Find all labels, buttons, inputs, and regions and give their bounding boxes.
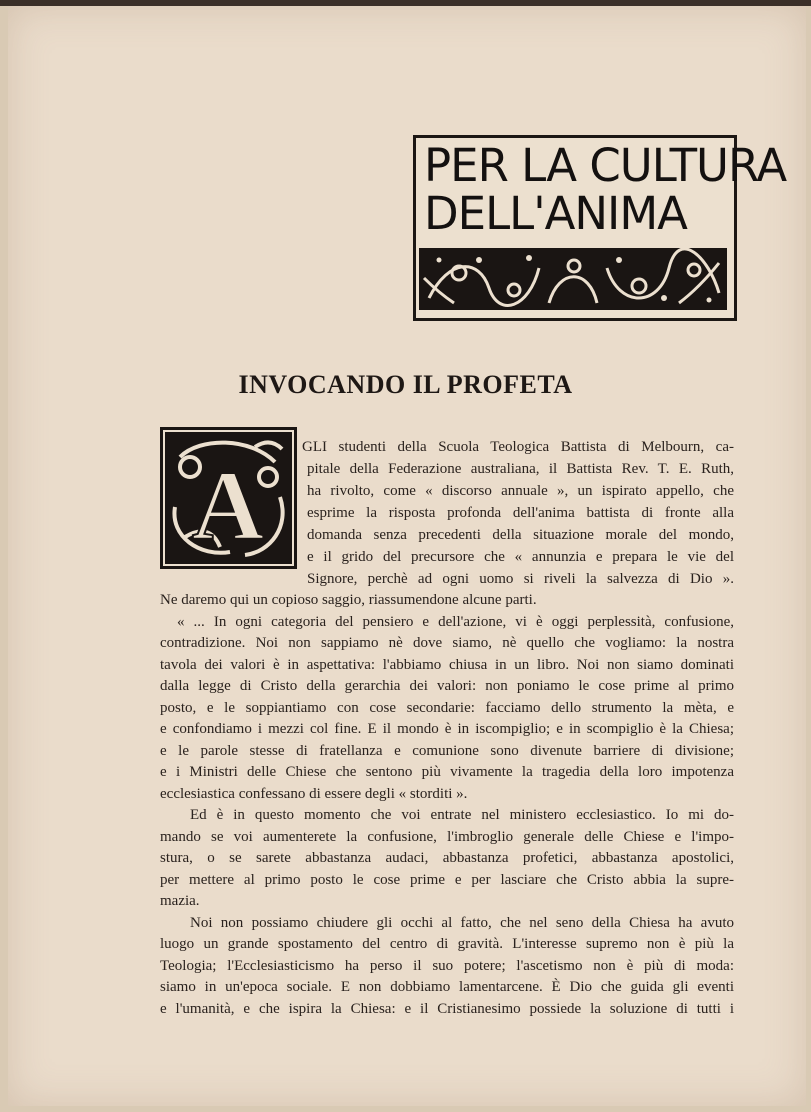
body-line: e il grido del precursore che « annunzia e prepara le vie del bbox=[307, 549, 734, 565]
section-heading-block bbox=[413, 135, 787, 321]
body-line: siamo in un'epoca sociale. E non dobbiamo lamentarcene. È Dio che guida gli eventi bbox=[160, 979, 734, 995]
body-line: Ed è in questo momento che voi entrate nel ministero ecclesiastico. Io mi do- bbox=[190, 807, 734, 823]
body-line: contradizione. Noi non sappiamo nè dove siamo, nè quello che vogliamo: la nostra bbox=[160, 635, 734, 651]
body-line: « ... In ogni categoria del pensiero e dell'azione, vi è oggi perplessità, confusione, bbox=[177, 614, 734, 630]
initial-letter: A bbox=[191, 450, 265, 561]
body-line: pitale della Federazione australiana, il Battista Rev. T. E. Ruth, bbox=[307, 461, 734, 477]
body-line: domanda senza precedenti della situazione morale del mondo, bbox=[307, 527, 734, 543]
body-line: e le parole stesse di fratellanza e comunione sono divenute barriere di divisione; bbox=[160, 743, 734, 759]
section-heading-line-1: PER LA CULTURA bbox=[424, 139, 787, 192]
decorated-initial bbox=[160, 427, 297, 569]
body-line: luogo un grande spostamento del centro di gravità. L'interesse supremo non è più la bbox=[160, 936, 734, 952]
floral-ornament-icon bbox=[419, 248, 727, 310]
body-line: GLI studenti della Scuola Teologica Battista di Melbourn, ca- bbox=[302, 439, 734, 455]
decorated-initial-a-icon bbox=[160, 427, 297, 569]
body-line: per mettere al primo posto le cose prime e per lasciare che Cristo abbia la supre- bbox=[160, 872, 734, 888]
body-line: Teologia; l'Ecclesiasticismo ha perso il suo potere; l'ascetismo non è più di moda: bbox=[160, 958, 734, 974]
body-line: esprime la risposta profonda dell'anima battista di fronte alla bbox=[307, 505, 734, 521]
section-heading bbox=[424, 139, 787, 240]
body-line: dalla legge di Cristo della gerarchia dei valori: non poniamo le cose prime al primo bbox=[160, 678, 734, 694]
body-line: stura, o se sarete abbastanza audaci, abbastanza profetici, abbastanza apostolici, bbox=[160, 850, 734, 866]
body-line: ecclesiastica confessano di essere degli « storditi ». bbox=[160, 786, 468, 802]
article-title: INVOCANDO IL PROFETA bbox=[238, 370, 573, 399]
body-line: Ne daremo qui un copioso saggio, riassumendone alcune parti. bbox=[160, 592, 537, 608]
body-line: e i Ministri delle Chiese che sentono più vivamente la tragedia della loro impotenza bbox=[160, 764, 734, 780]
body-line: mazia. bbox=[160, 893, 200, 909]
body-line: tavola dei valori è in aspettativa: l'abbiamo chiusa in un libro. Noi non siamo dominati bbox=[160, 657, 734, 673]
body-line: Noi non possiamo chiudere gli occhi al fatto, che nel seno della Chiesa ha avuto bbox=[190, 915, 734, 931]
section-heading-line-2: DELL'ANIMA bbox=[424, 187, 687, 240]
body-line: ha rivolto, come « discorso annuale », un ispirato appello, che bbox=[307, 483, 734, 499]
body-line: Signore, perchè ad ogni uomo si riveli la salvezza di Dio ». bbox=[307, 571, 734, 587]
body-line: mando se voi aumenterete la confusione, l'imbroglio generale delle Chiese e l'impo- bbox=[160, 829, 734, 845]
body-line: e confondiamo i mezzi col fine. E il mondo è in iscompiglio; e in scompiglio è la Chiesa; bbox=[160, 721, 734, 737]
body-line: e l'umanità, e che ispira la Chiesa: e il Cristianesimo possiede la soluzione di tutti i bbox=[160, 1001, 734, 1017]
body-line: posto, e le soppiantiamo con cose secondarie: facciamo dello strumento la mèta, e bbox=[160, 700, 734, 716]
